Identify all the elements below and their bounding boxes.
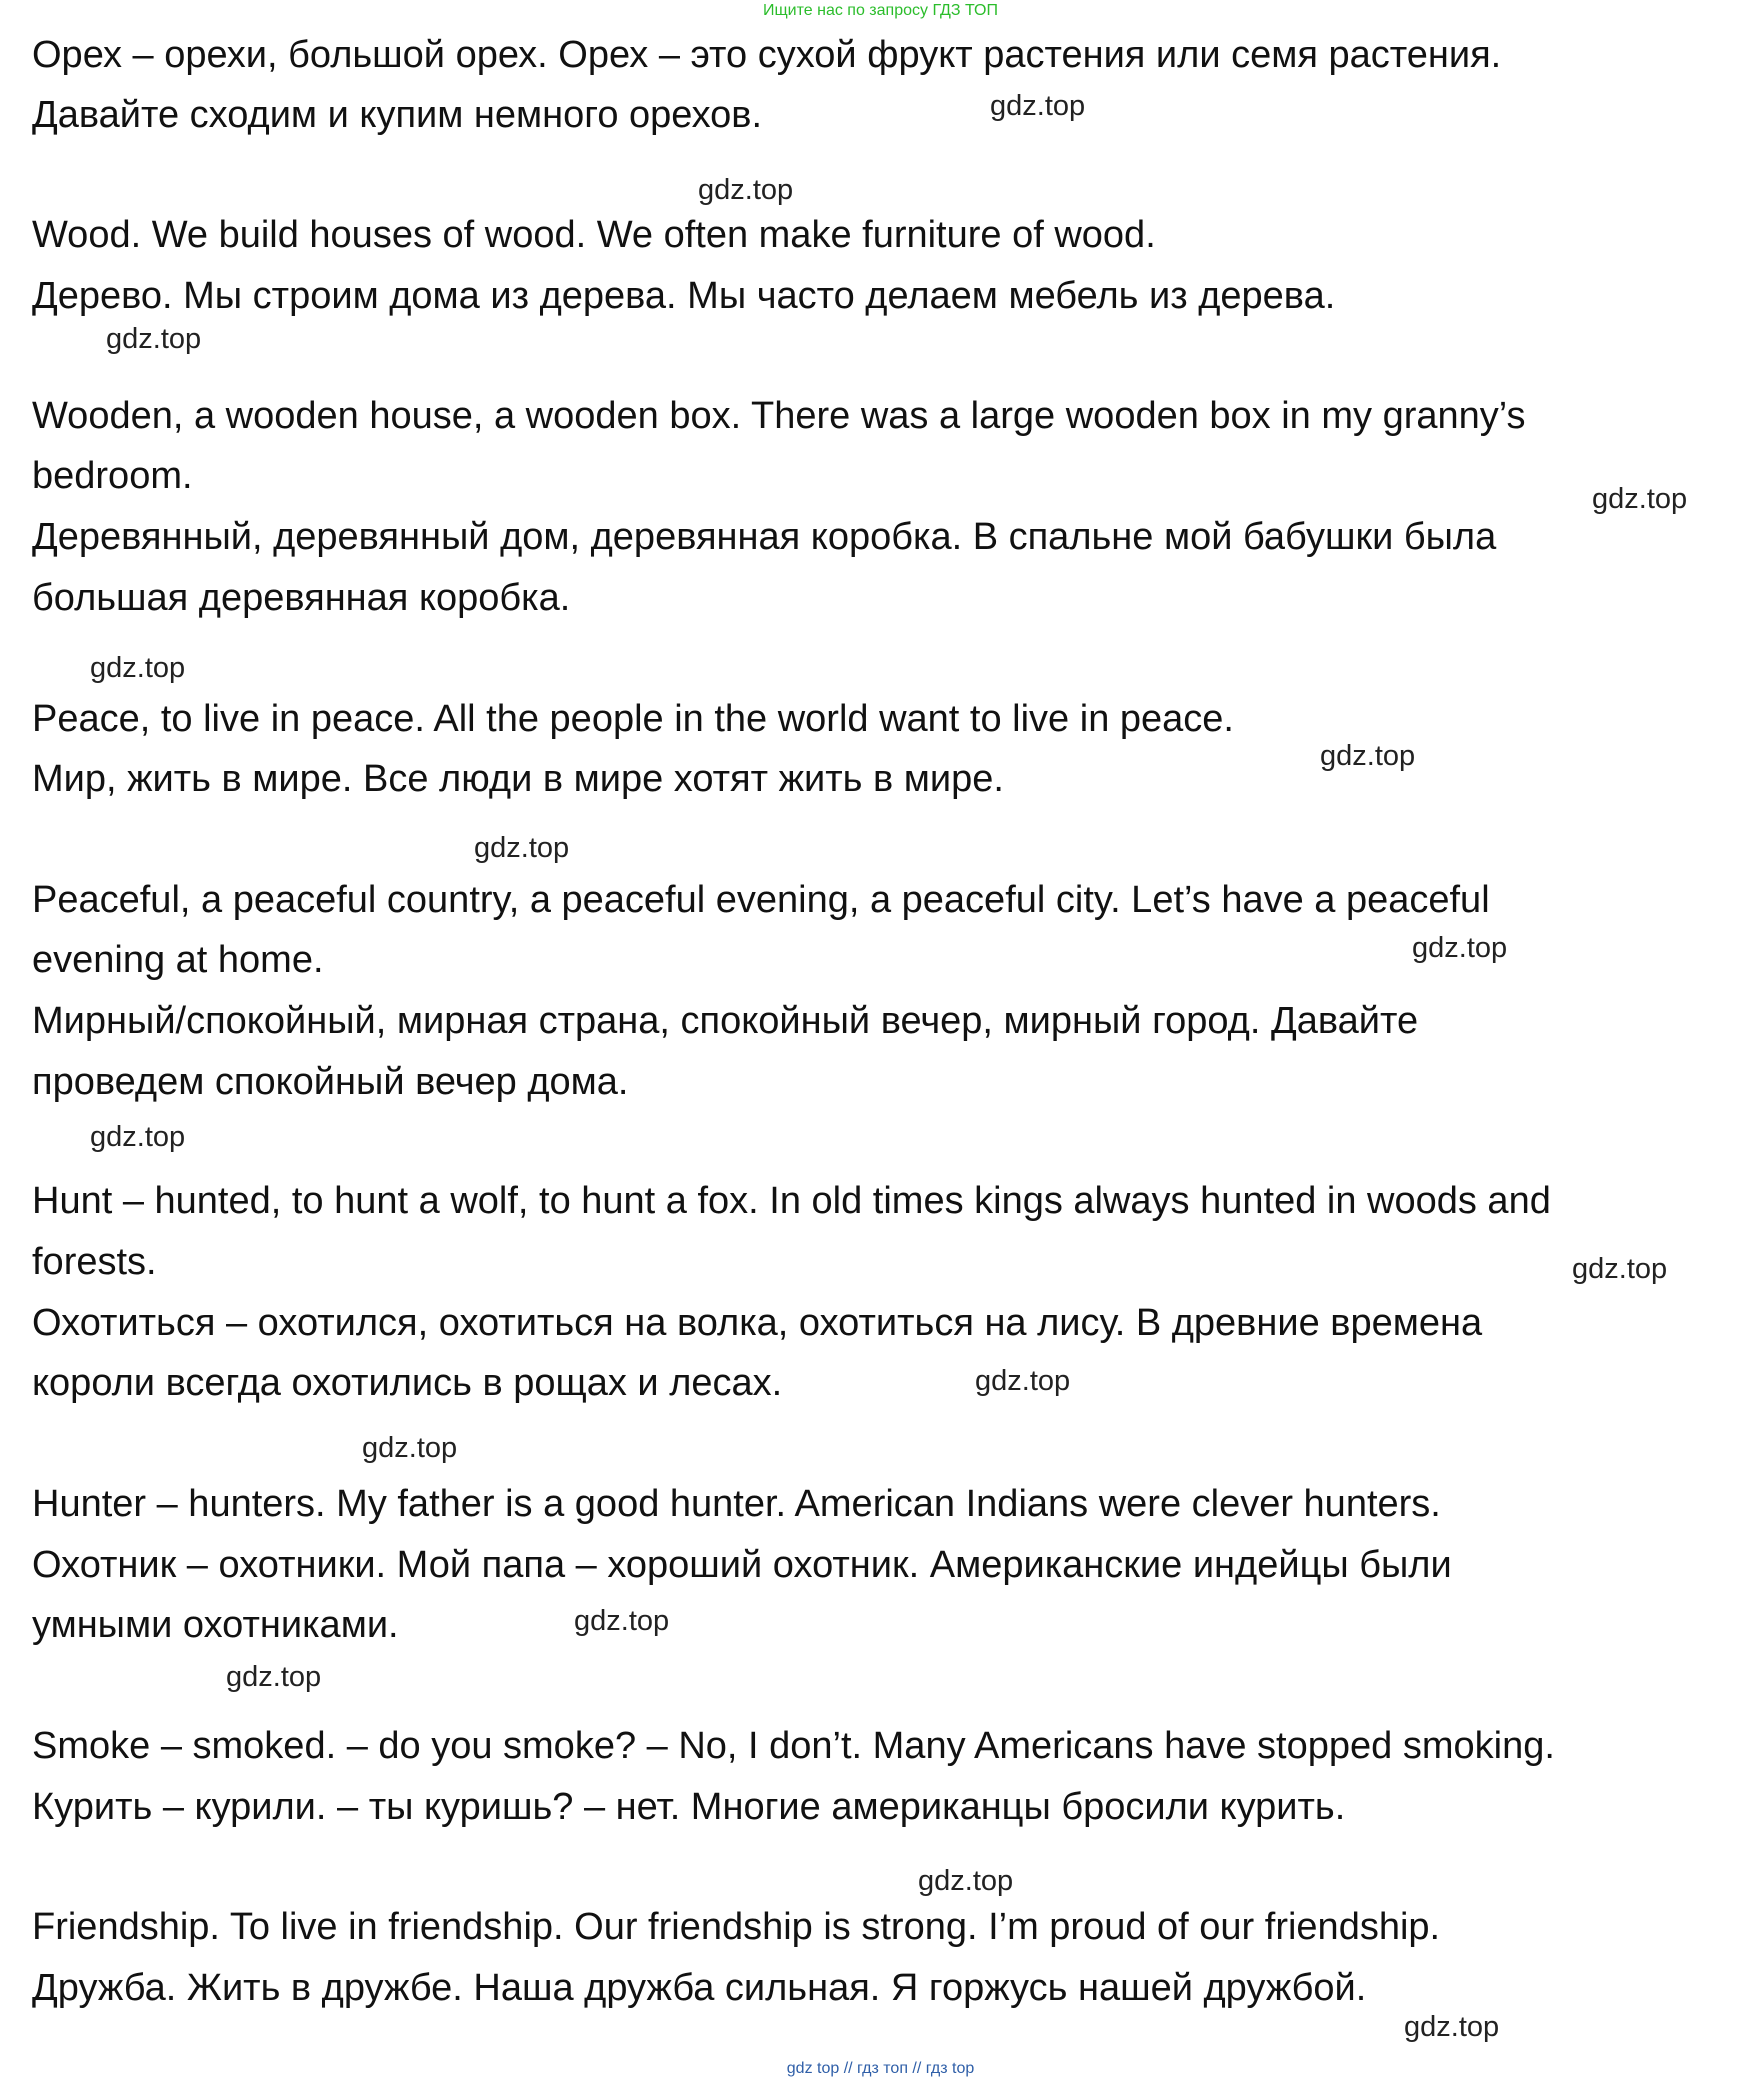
text-line: forests. bbox=[32, 1241, 157, 1283]
watermark: gdz.top bbox=[226, 1661, 322, 1693]
watermark: gdz.top bbox=[474, 832, 570, 864]
watermark: gdz.top bbox=[90, 652, 186, 684]
text-line: большая деревянная коробка. bbox=[32, 577, 571, 619]
text-line: Peaceful, a peaceful country, a peaceful evening, a peaceful city. Let’s have a peaceful bbox=[32, 879, 1490, 921]
text-line: Дружба. Жить в дружбе. Наша дружба сильная. Я горжусь нашей дружбой. bbox=[32, 1967, 1367, 2009]
text-line: Friendship. To live in friendship. Our friendship is strong. I’m proud of our friendship. bbox=[32, 1906, 1441, 1948]
watermark: gdz.top bbox=[106, 323, 202, 355]
watermark: gdz.top bbox=[1320, 740, 1416, 772]
watermark: gdz.top bbox=[1404, 2011, 1500, 2043]
text-line: Hunter – hunters. My father is a good hunter. American Indians were clever hunters. bbox=[32, 1483, 1441, 1525]
text-line: Wooden, a wooden house, a wooden box. There was a large wooden box in my granny’s bbox=[32, 395, 1526, 437]
text-line: короли всегда охотились в рощах и лесах. bbox=[32, 1362, 783, 1404]
text-line: Мир, жить в мире. Все люди в мире хотят жить в мире. bbox=[32, 758, 1004, 800]
watermark: gdz.top bbox=[918, 1865, 1014, 1897]
text-line: bedroom. bbox=[32, 455, 193, 497]
text-line: Орех – орехи, большой орех. Орех – это сухой фрукт растения или семя растения. bbox=[32, 34, 1502, 76]
footer-note: gdz top // гдз топ // гдз top bbox=[786, 2060, 975, 2077]
text-line: Дерево. Мы строим дома из дерева. Мы часто делаем мебель из дерева. bbox=[32, 275, 1336, 317]
text-line: Мирный/спокойный, мирная страна, спокойный вечер, мирный город. Давайте bbox=[32, 1000, 1419, 1042]
text-line: Курить – курили. – ты куришь? – нет. Многие американцы бросили курить. bbox=[32, 1786, 1346, 1828]
header-note: Ищите нас по запросу ГДЗ ТОП bbox=[763, 2, 998, 19]
watermark: gdz.top bbox=[1412, 932, 1508, 964]
text-line: Давайте сходим и купим немного орехов. bbox=[32, 94, 763, 136]
watermark: gdz.top bbox=[1572, 1253, 1668, 1285]
text-line: evening at home. bbox=[32, 939, 324, 981]
watermark: gdz.top bbox=[698, 174, 794, 206]
text-line: Wood. We build houses of wood. We often make furniture of wood. bbox=[32, 214, 1156, 256]
watermark: gdz.top bbox=[975, 1365, 1071, 1397]
watermark: gdz.top bbox=[90, 1121, 186, 1153]
watermark: gdz.top bbox=[574, 1605, 670, 1637]
text-line: проведем спокойный вечер дома. bbox=[32, 1061, 629, 1103]
watermark: gdz.top bbox=[362, 1432, 458, 1464]
text-line: Деревянный, деревянный дом, деревянная коробка. В спальне мой бабушки была bbox=[32, 516, 1497, 558]
text-line: Hunt – hunted, to hunt a wolf, to hunt a fox. In old times kings always hunted in woods and bbox=[32, 1180, 1551, 1222]
text-line: Peace, to live in peace. All the people in the world want to live in peace. bbox=[32, 698, 1234, 740]
text-line: Smoke – smoked. – do you smoke? – No, I don’t. Many Americans have stopped smoking. bbox=[32, 1725, 1555, 1767]
watermark: gdz.top bbox=[990, 90, 1086, 122]
watermark: gdz.top bbox=[1592, 483, 1688, 515]
text-line: умными охотниками. bbox=[32, 1604, 399, 1646]
text-line: Охотиться – охотился, охотиться на волка, охотиться на лису. В древние времена bbox=[32, 1302, 1483, 1344]
text-line: Охотник – охотники. Мой папа – хороший охотник. Американские индейцы были bbox=[32, 1544, 1452, 1586]
